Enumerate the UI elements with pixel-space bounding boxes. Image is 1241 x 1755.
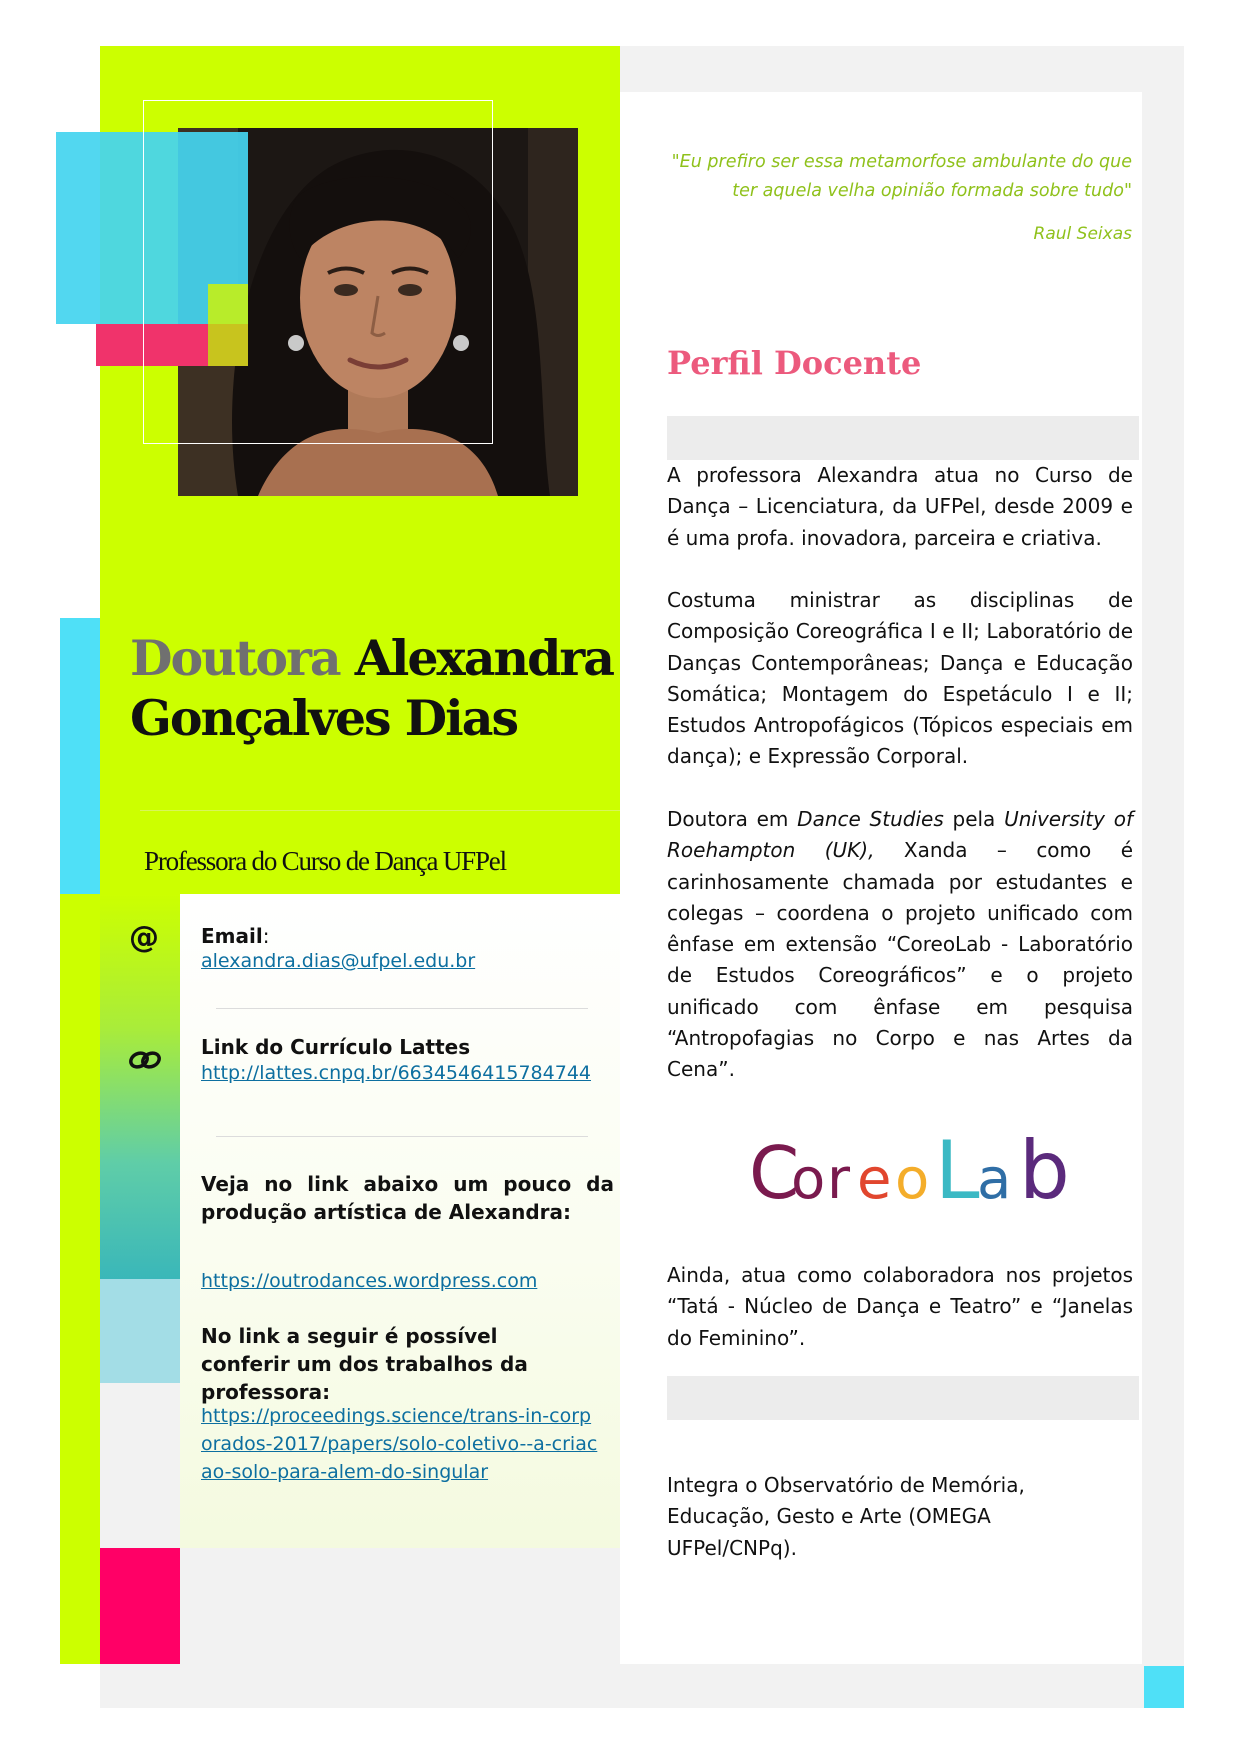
contact-divider bbox=[216, 1136, 588, 1137]
proceedings-link-text: https://proceedings.science/trans-in-corporados-2017/papers/solo-coletivo--a-criacao-solo-para-alem-do-singular bbox=[201, 1405, 598, 1483]
at-sign-icon: @ bbox=[129, 920, 159, 955]
light-blue-accent-block bbox=[100, 1279, 180, 1383]
profile-subtitle: Professora do Curso de Dança UFPel bbox=[144, 846, 506, 876]
profile-paragraph: A professora Alexandra atua no Curso de Dança – Licenciatura, da UFPel, desde 2009 e é uma profa. inovadora, parceira e criativa. bbox=[667, 463, 1133, 550]
photo-outline-frame bbox=[143, 100, 493, 444]
p3-text: pela bbox=[943, 807, 1005, 831]
logo-letter: e bbox=[857, 1147, 892, 1212]
name-last: Gonçalves Dias bbox=[130, 689, 518, 747]
pink-accent-block bbox=[100, 1548, 180, 1664]
outrodances-link[interactable]: https://outrodances.wordpress.com bbox=[201, 1270, 538, 1292]
contact-divider bbox=[216, 1008, 588, 1009]
artistic-production-text: Veja no link abaixo um pouco da produção artística de Alexandra: bbox=[201, 1172, 614, 1224]
p3-dance-studies: Dance Studies bbox=[797, 807, 944, 831]
name-title: Doutora bbox=[130, 629, 340, 687]
email-label-colon: : bbox=[262, 924, 270, 948]
gray-divider-bar bbox=[667, 1376, 1139, 1420]
collaboration-paragraph: Ainda, atua como colaboradora nos projetos “Tatá - Núcleo de Dança e Teatro” e “Janelas do Feminino”. bbox=[667, 1263, 1133, 1350]
lattes-label: Link do Currículo Lattes bbox=[201, 1035, 471, 1059]
doctorate-paragraph bbox=[667, 804, 1133, 1086]
lattes-link[interactable]: http://lattes.cnpq.br/6634546415784744 bbox=[201, 1062, 591, 1084]
logo-letter: o bbox=[791, 1147, 826, 1212]
disciplines-paragraph: Costuma ministrar as disciplinas de Composição Coreográfica I e II; Laboratório de Danças Contemporâneas; Dança e Educação Somática; Montagem do Espetáculo I e II; Estudos Antropofágicos (Tópicos especiais em dança); e Expressão Corporal. bbox=[667, 588, 1133, 769]
email-link[interactable]: alexandra.dias@ufpel.edu.br bbox=[201, 950, 476, 972]
quote-line-1: "Eu prefiro ser essa metamorfose ambulante do que bbox=[671, 152, 1132, 172]
logo-letter: r bbox=[827, 1147, 851, 1212]
name-first: Alexandra bbox=[354, 629, 613, 687]
email-label-text: Email bbox=[201, 924, 263, 948]
logo-letter: o bbox=[895, 1147, 930, 1212]
p3-text: Xanda – como é carinhosamente chamada por estudantes e colegas – coordena o projeto unificado com ênfase em extensão “CoreoLab - Laboratório de Estudos Coreográficos” e o projeto unificado com ênfase em pesquisa “Antropofagias no Corpo e nas Artes da Cena”. bbox=[667, 838, 1133, 1082]
email-label bbox=[201, 924, 269, 948]
quote-text bbox=[640, 148, 1132, 206]
observatory-paragraph: Integra o Observatório de Memória, Educação, Gesto e Arte (OMEGA UFPel/CNPq). bbox=[667, 1473, 1025, 1560]
logo-letter: L bbox=[935, 1124, 980, 1214]
logo-letter: C bbox=[749, 1131, 800, 1214]
link-chain-icon bbox=[128, 1048, 162, 1076]
name-divider bbox=[140, 810, 620, 811]
proceedings-link[interactable] bbox=[201, 1402, 601, 1486]
logo-letter: b bbox=[1019, 1124, 1070, 1214]
p3-text: Doutora em bbox=[667, 807, 798, 831]
section-title: Perfil Docente bbox=[667, 344, 922, 382]
cyan-corner-block bbox=[1144, 1666, 1184, 1708]
quote-author: Raul Seixas bbox=[1033, 224, 1132, 244]
gray-divider-bar bbox=[667, 416, 1139, 460]
work-link-text: No link a seguir é possível conferir um dos trabalhos da professora: bbox=[201, 1324, 528, 1404]
coreolab-logo bbox=[745, 1118, 1075, 1214]
cyan-accent-strip bbox=[60, 618, 100, 894]
profile-name bbox=[130, 628, 620, 748]
quote-line-2: ter aquela velha opinião formada sobre tudo" bbox=[732, 181, 1132, 201]
lime-accent-strip bbox=[60, 894, 100, 1664]
logo-letter: a bbox=[977, 1147, 1012, 1212]
p3-university: University of Roehampton (UK), bbox=[667, 807, 1133, 863]
